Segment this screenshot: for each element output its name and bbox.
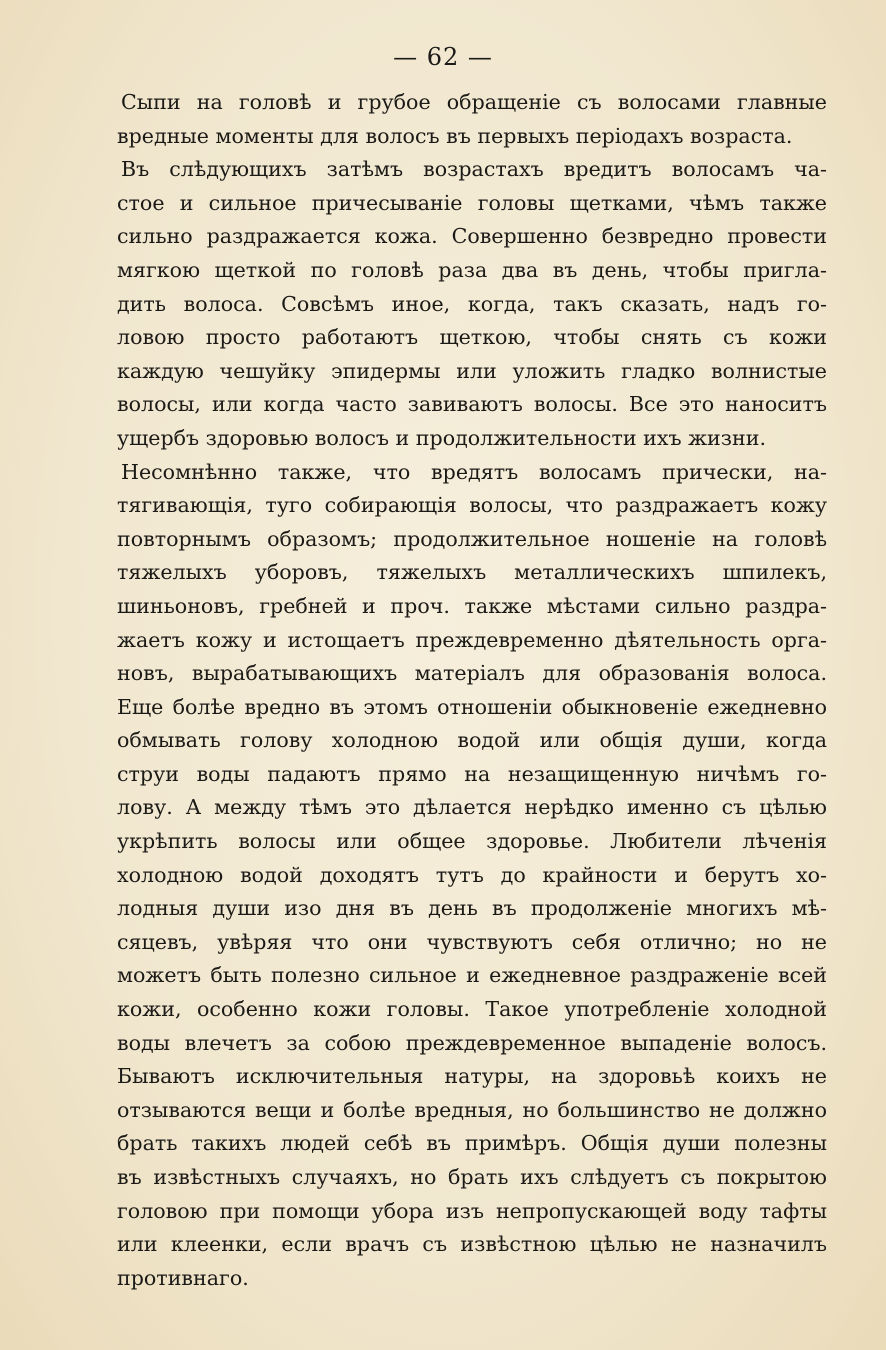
text-line: въ извѣстныхъ случаяхъ, но брать ихъ слѣдуетъ съ покрытою [117, 1165, 827, 1189]
text-line: мягкою щеткой по головѣ раза два въ день, чтобы пригла- [117, 257, 827, 282]
text-line: ловою просто работаютъ щеткою, чтобы снять съ кожи [117, 325, 827, 350]
text-line: сяцевъ, увѣряя что они чувствуютъ себя отлично; но не [117, 929, 827, 954]
text-line: шиньоновъ, гребней и проч. также мѣстами сильно раздра- [117, 593, 827, 618]
text-line: вредные моменты для волосъ въ первыхъ періодахъ возраста. [117, 123, 793, 148]
text-line: воды влечетъ за собою преждевременное выпаденіе волосъ. [117, 1030, 827, 1055]
text-line: можетъ быть полезно сильное и ежедневное раздраженіе всей [117, 963, 827, 988]
text-line: сильно раздражается кожа. Совершенно безвредно провести [117, 224, 827, 249]
text-line: Бываютъ исключительныя натуры, на здоровьѣ коихъ не [117, 1064, 827, 1089]
text-line: лову. А между тѣмъ это дѣлается нерѣдко именно съ цѣлью [117, 795, 827, 820]
text-line: ущербъ здоровью волосъ и продолжительности ихъ жизни. [117, 425, 767, 450]
text-line: укрѣпить волосы или общее здоровье. Любители лѣченія [117, 829, 827, 854]
paragraph [117, 153, 827, 455]
text-line: Несомнѣнно также, что вредятъ волосамъ прически, на- [121, 459, 827, 484]
paragraph [117, 86, 827, 153]
text-line: новъ, вырабатывающихъ матеріалъ для образованія волоса. [117, 661, 827, 686]
text-line: головою при помощи убора изъ непропускающей воду тафты [117, 1198, 827, 1223]
text-line: отзываются вещи и болѣе вредныя, но большинство не должно [117, 1097, 827, 1122]
text-line: струи воды падаютъ прямо на незащищенную ничѣмъ го- [117, 761, 827, 786]
text-line: или клеенки, если врачъ съ извѣстною цѣлью не назначилъ [117, 1232, 827, 1257]
body-text [117, 86, 827, 1295]
text-line: волосы, или когда часто завиваютъ волосы. Все это наноситъ [117, 392, 827, 417]
text-line: Еще болѣе вредно въ этомъ отношеніи обыкновеніе ежедневно [117, 694, 827, 719]
text-line: лодныя души изо дня въ день въ продолженіе многихъ мѣ- [117, 896, 827, 921]
text-line: брать такихъ людей себѣ въ примѣръ. Общія души полезны [117, 1131, 827, 1156]
text-line: тяжелыхъ уборовъ, тяжелыхъ металлическихъ шпилекъ, [117, 560, 827, 585]
text-line: каждую чешуйку эпидермы или уложить гладко волнистые [117, 358, 827, 383]
page-number: — 62 — [393, 43, 493, 71]
paragraph [117, 456, 827, 1296]
text-line: обмывать голову холодною водой или общія души, когда [117, 728, 827, 753]
text-line: холодною водой доходятъ тутъ до крайности и берутъ хо- [117, 862, 827, 887]
text-line: противнаго. [117, 1265, 249, 1290]
text-line: Въ слѣдующихъ затѣмъ возрастахъ вредитъ волосамъ ча- [121, 157, 827, 182]
text-line: тягивающія, туго собирающія волосы, что раздражаетъ кожу [117, 493, 827, 518]
text-line: повторнымъ образомъ; продолжительное ношеніе на головѣ [117, 526, 827, 551]
text-line: Сыпи на головѣ и грубое обращеніе съ волосами главные [121, 90, 827, 114]
text-line: дить волоса. Совсѣмъ иное, когда, такъ сказать, надъ го- [117, 291, 827, 316]
text-line: стое и сильное причесываніе головы щетками, чѣмъ также [117, 190, 827, 215]
text-line: жаетъ кожу и истощаетъ преждевременно дѣятельность орга- [117, 627, 827, 652]
text-line: кожи, особенно кожи головы. Такое употребленіе холодной [117, 997, 827, 1022]
